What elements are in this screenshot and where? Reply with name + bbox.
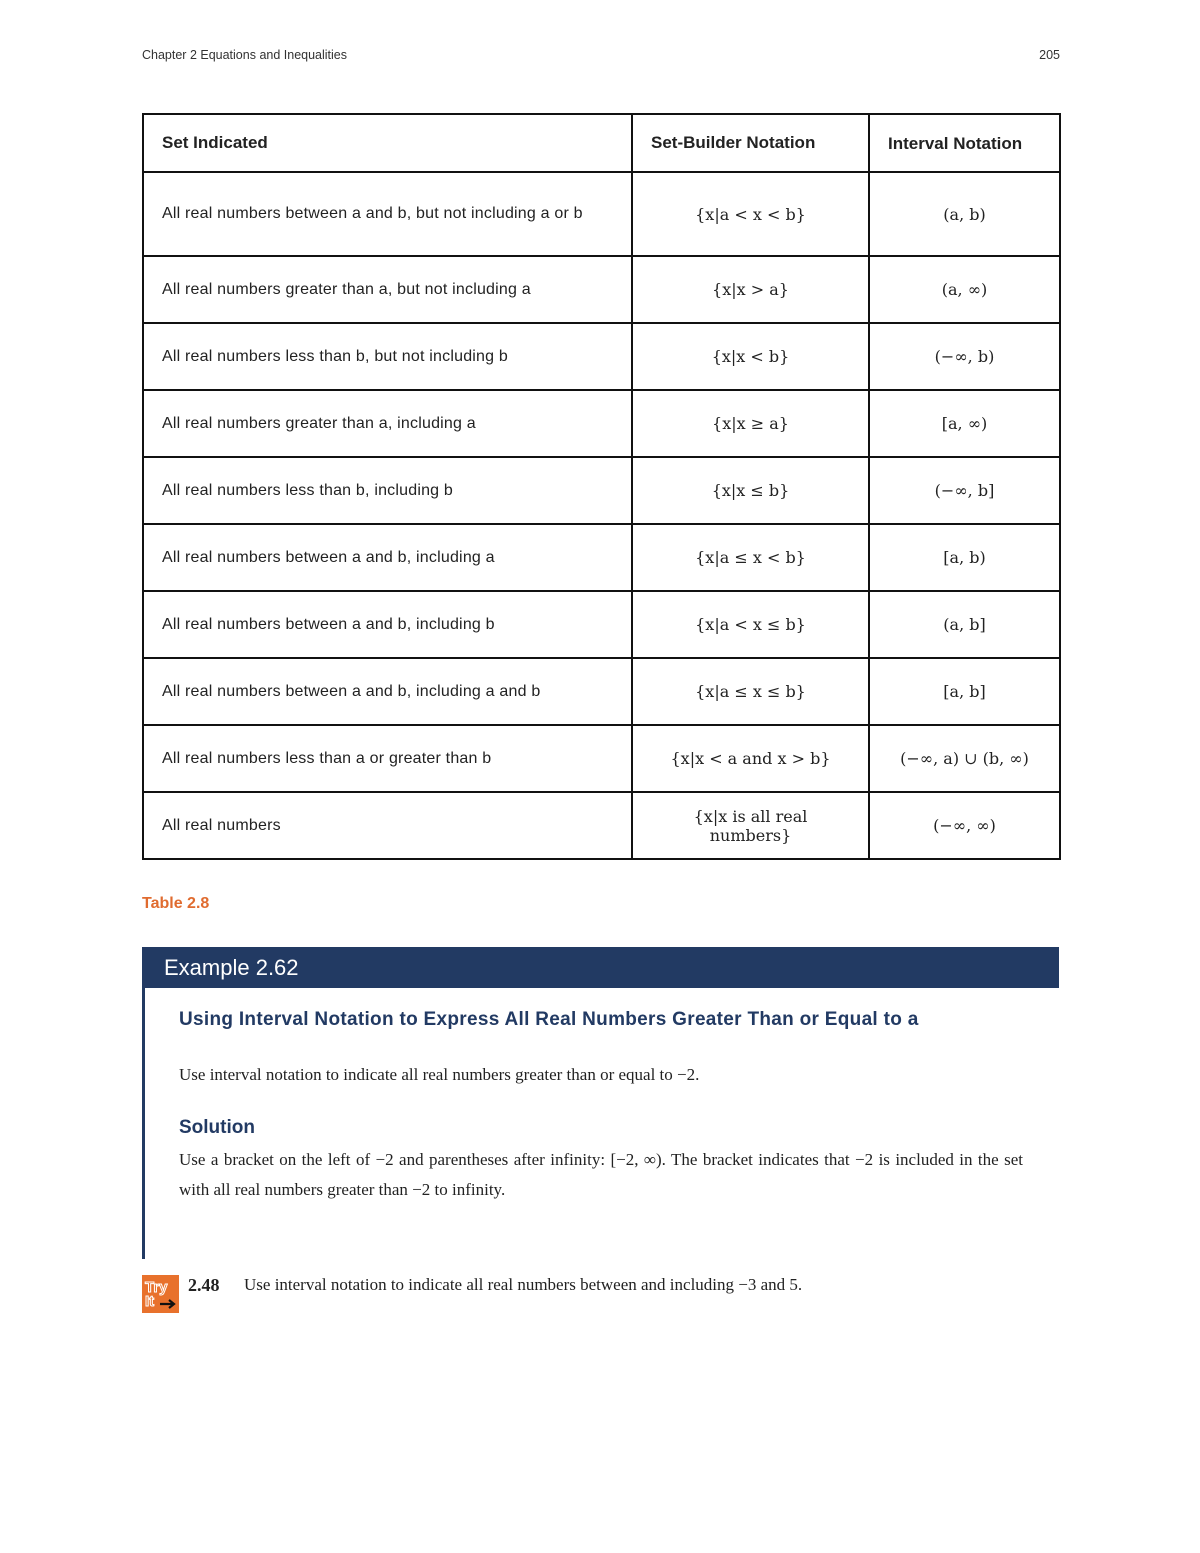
set-builder-cell: {x|x ≥ a} — [632, 390, 869, 457]
set-description-cell: All real numbers between a and b, but not including a or b — [143, 172, 632, 256]
table-row — [143, 658, 1060, 725]
table-caption: Table 2.8 — [142, 895, 210, 912]
set-builder-cell: {x|x < b} — [632, 323, 869, 390]
chapter-title: Chapter 2 Equations and Inequalities — [142, 48, 348, 62]
set-description-cell: All real numbers greater than a, including a — [143, 390, 632, 457]
example-label: Example 2.62 — [142, 947, 1059, 988]
interval-notation-cell: (−∞, b) — [869, 323, 1060, 390]
table-row — [143, 591, 1060, 658]
interval-notation-table — [142, 113, 1061, 860]
interval-notation-cell: (−∞, b] — [869, 457, 1060, 524]
table-body — [143, 172, 1060, 859]
table-row — [143, 390, 1060, 457]
set-description-cell: All real numbers between a and b, including a and b — [143, 658, 632, 725]
table-row — [143, 256, 1060, 323]
table-row — [143, 792, 1060, 859]
header-set-builder: Set-Builder Notation — [632, 114, 869, 172]
try-it-number: 2.48 — [188, 1275, 220, 1295]
set-builder-cell: {x|x < a and x > b} — [632, 725, 869, 792]
example-title: Using Interval Notation to Express All Real Numbers Greater Than or Equal to a — [179, 1009, 919, 1030]
example-left-rule — [142, 988, 145, 1259]
set-builder-cell: {x|x > a} — [632, 256, 869, 323]
set-description-cell: All real numbers less than a or greater than b — [143, 725, 632, 792]
table-row — [143, 323, 1060, 390]
set-builder-cell: {x|a ≤ x < b} — [632, 524, 869, 591]
header-set-indicated: Set Indicated — [143, 114, 632, 172]
set-builder-cell: {x|x is all real numbers} — [632, 792, 869, 859]
table-row — [143, 457, 1060, 524]
table-row — [143, 524, 1060, 591]
set-builder-cell: {x|a ≤ x ≤ b} — [632, 658, 869, 725]
page-number: 205 — [1039, 48, 1060, 62]
solution-text: Use a bracket on the left of −2 and parentheses after infinity: [−2, ∞). The bracket indicates that −2 is included in the set with all real numbers greater than −2 to infinity. — [179, 1150, 1023, 1199]
set-builder-cell: {x|a < x < b} — [632, 172, 869, 256]
table-row — [143, 725, 1060, 792]
interval-notation-cell: (−∞, a) ∪ (b, ∞) — [869, 725, 1060, 792]
table-header-row — [143, 114, 1060, 172]
set-description-cell: All real numbers between a and b, including b — [143, 591, 632, 658]
interval-notation-cell: [a, b) — [869, 524, 1060, 591]
set-description-cell: All real numbers less than b, but not including b — [143, 323, 632, 390]
solution-heading: Solution — [179, 1117, 255, 1138]
interval-notation-cell: (−∞, ∞) — [869, 792, 1060, 859]
set-builder-cell: {x|x ≤ b} — [632, 457, 869, 524]
example-problem: Use interval notation to indicate all real numbers greater than or equal to −2. — [179, 1065, 700, 1084]
running-head — [142, 48, 1060, 62]
example-box — [142, 947, 1059, 1259]
header-interval: Interval Notation — [869, 114, 1060, 172]
interval-notation-cell: [a, b] — [869, 658, 1060, 725]
table-row — [143, 172, 1060, 256]
interval-notation-cell: (a, b] — [869, 591, 1060, 658]
interval-notation-cell: (a, ∞) — [869, 256, 1060, 323]
interval-notation-cell: (a, b) — [869, 172, 1060, 256]
set-builder-cell: {x|a < x ≤ b} — [632, 591, 869, 658]
set-description-cell: All real numbers between a and b, including a — [143, 524, 632, 591]
set-description-cell: All real numbers less than b, including b — [143, 457, 632, 524]
set-description-cell: All real numbers greater than a, but not including a — [143, 256, 632, 323]
set-description-cell: All real numbers — [143, 792, 632, 859]
interval-notation-cell: [a, ∞) — [869, 390, 1060, 457]
try-it-text: Use interval notation to indicate all real numbers between and including −3 and 5. — [244, 1275, 803, 1294]
try-it — [142, 1275, 1060, 1315]
try-it-icon-label: Try It — [145, 1279, 168, 1310]
try-it-icon — [142, 1275, 179, 1313]
